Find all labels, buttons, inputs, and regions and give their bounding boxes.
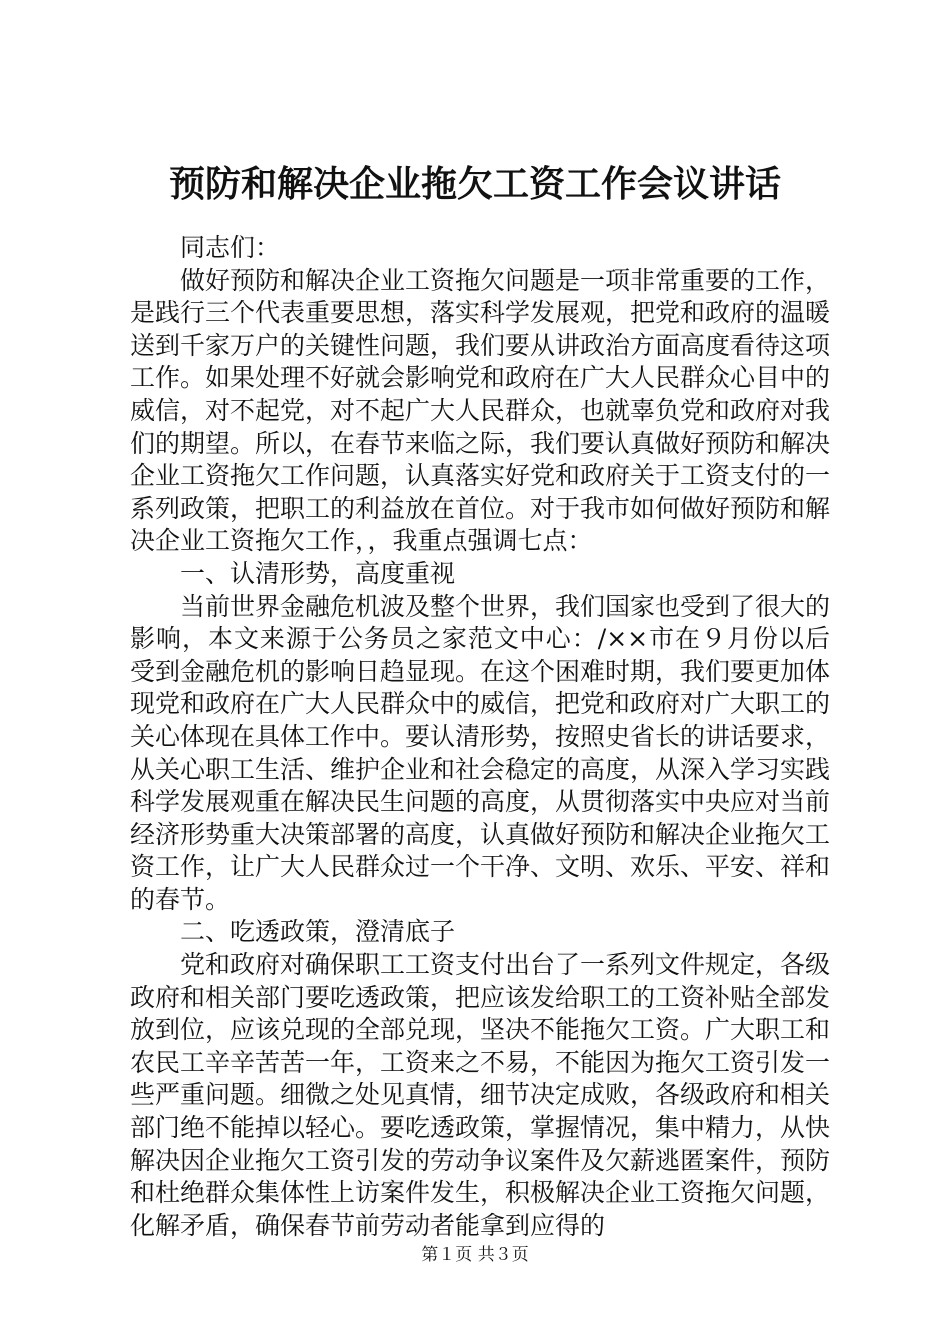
- document-body: [130, 232, 830, 1242]
- paragraph-section-1: 当前世界金融危机波及整个世界，我们国家也受到了很大的影响，本文来源于公务员之家范文中心：/××市在９月份以后受到金融危机的影响日趋显现。在这个困难时期，我们要更加体现党和政府在广大人民群众中的威信，把党和政府对广大职工的关心体现在具体工作中。要认清形势，按照史省长的讲话要求，从关心职工生活、维护企业和社会稳定的高度，从深入学习实践科学发展观重在解决民生问题的高度，从贯彻落实中央应对当前经济形势重大决策部署的高度，认真做好预防和解决企业拖欠工资工作，让广大人民群众过一个干净、文明、欢乐、平安、祥和的春节。: [130, 591, 831, 914]
- page-footer: 第１页 共３页: [421, 1245, 529, 1265]
- salutation: 同志们：: [180, 233, 281, 262]
- paragraph-intro: 做好预防和解决企业工资拖欠问题是一项非常重要的工作，是践行三个代表重要思想，落实科学发展观，把党和政府的温暖送到千家万户的关键性问题，我们要从讲政治方面高度看待这项工作。如果处理不好就会影响党和政府在广大人民群众心目中的威信，对不起党，对不起广大人民群众，也就辜负党和政府对我们的期望。所以，在春节来临之际，我们要认真做好预防和解决企业工资拖欠工作问题，认真落实好党和政府关于工资支付的一系列政策，把职工的利益放在首位。对于我市如何做好预防和解决企业工资拖欠工作，，我重点强调七点：: [130, 265, 831, 556]
- paragraph-section-2: 党和政府对确保职工工资支付出台了一系列文件规定，各级政府和相关部门要吃透政策，把应该发给职工的工资补贴全部发放到位，应该兑现的全部兑现，坚决不能拖欠工资。广大职工和农民工辛辛苦苦一年，工资来之不易，不能因为拖欠工资引发一些严重问题。细微之处见真情，细节决定成败，各级政府和相关部门绝不能掉以轻心。要吃透政策，掌握情况，集中精力，从快解决因企业拖欠工资引发的劳动争议案件及欠薪逃匿案件，预防和杜绝群众集体性上访案件发生，积极解决企业工资拖欠问题，化解矛盾，确保春节前劳动者能拿到应得的: [130, 950, 831, 1240]
- section-heading-2: 二、吃透政策，澄清底子: [180, 917, 456, 947]
- section-heading-1: 一、认清形势，高度重视: [180, 558, 456, 588]
- document-title: 预防和解决企业拖欠工资工作会议讲话: [168, 163, 781, 205]
